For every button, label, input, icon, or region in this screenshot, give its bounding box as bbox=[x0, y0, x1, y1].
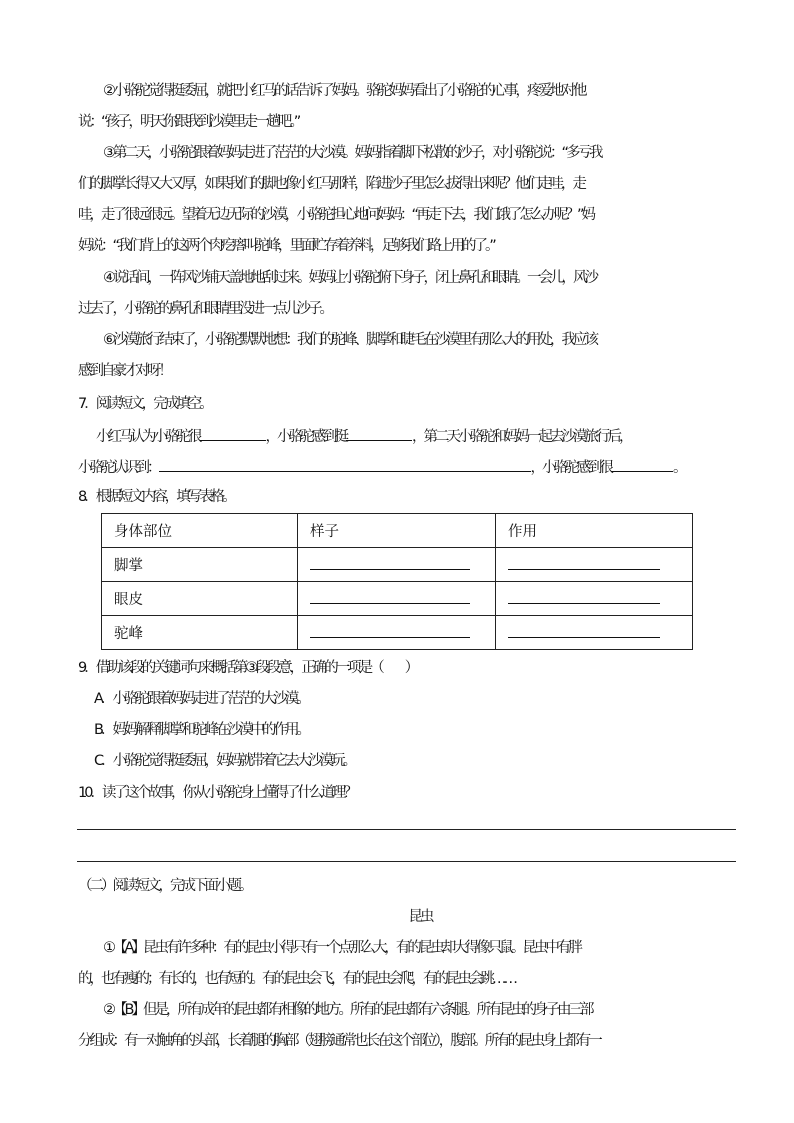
answer-line[interactable] bbox=[508, 637, 660, 638]
answer-line[interactable] bbox=[508, 603, 660, 604]
answer-line[interactable] bbox=[310, 569, 470, 570]
table-row bbox=[102, 548, 693, 582]
section-2-paragraph-1: ①【A】昆虫有许多种：有的昆虫小得只有一个点那么大，有的昆虫却大得像只鼠。昆虫中有胖 bbox=[103, 940, 580, 956]
q7-text-d: 小骆驼认识到： bbox=[78, 460, 159, 476]
section-2-paragraph-2-cont: 分组成：有一对触角的头部，长着腿的胸部（翅膀通常也长在这个部位），腹部。所有的昆虫身上都有一 bbox=[78, 1033, 600, 1049]
answer-line[interactable] bbox=[310, 637, 470, 638]
q7-text-f: 。 bbox=[673, 460, 685, 476]
answer-cell[interactable] bbox=[298, 582, 496, 616]
q7-blank-1[interactable] bbox=[200, 424, 266, 441]
answer-cell[interactable] bbox=[496, 582, 693, 616]
question-7-line-1 bbox=[96, 424, 766, 448]
passage-title: 昆虫 bbox=[408, 909, 432, 925]
question-7-line-2 bbox=[78, 455, 748, 479]
row-label: 脚掌 bbox=[102, 548, 298, 582]
passage-paragraph-2-cont: 说：“孩子，明天你跟我到沙漠里走一趟吧。” bbox=[78, 114, 299, 130]
q7-text-e: ，小骆驼感到很 bbox=[530, 460, 611, 476]
section-2-heading: （二）阅读短文，完成下面小题。 bbox=[78, 878, 251, 894]
passage-paragraph-4-cont: 过去了，小骆驼的鼻孔和眼睛里没进一点儿沙子。 bbox=[78, 301, 331, 317]
q7-blank-3[interactable] bbox=[159, 455, 531, 472]
answer-cell[interactable] bbox=[298, 548, 496, 582]
section-2-paragraph-1-cont: 的，也有瘦的；有长的，也有短的。有的昆虫会飞，有的昆虫会爬，有的昆虫会跳…… bbox=[78, 971, 515, 987]
question-7-heading: 7．阅读短文，完成填空。 bbox=[78, 396, 211, 412]
table-header-cell: 身体部位 bbox=[102, 514, 298, 548]
passage-paragraph-3-cont: 妈说：“我们背上的这两个肉疙瘩叫驼峰，里面贮存着养料，足够我们路上用的了。” bbox=[78, 238, 494, 254]
table-header-cell: 作用 bbox=[496, 514, 693, 548]
answer-cell[interactable] bbox=[298, 616, 496, 650]
q7-blank-2[interactable] bbox=[346, 424, 412, 441]
passage-paragraph-6-cont: 感到自豪才对呀！ bbox=[78, 363, 170, 379]
q7-text-c: ，第二天小骆驼和妈妈一起去沙漠旅行后， bbox=[412, 429, 631, 445]
answer-line-2[interactable] bbox=[77, 861, 736, 862]
q7-text-a: 小红马认为小骆驼很 bbox=[96, 429, 200, 445]
q9-option-c[interactable]: C．小骆驼觉得挺委屈，妈妈就带着它去大沙漠玩。 bbox=[94, 753, 355, 769]
section-2-paragraph-2: ②【B】但是，所有成年的昆虫都有相像的地方。所有的昆虫都有六条腿。所有昆虫的身子由三部 bbox=[103, 1002, 592, 1018]
question-10-heading: 10．读了这个故事，你从小骆驼身上懂得了什么道理？ bbox=[78, 785, 355, 801]
table-row bbox=[102, 616, 693, 650]
answer-line-1[interactable] bbox=[77, 829, 736, 830]
answer-cell[interactable] bbox=[496, 548, 693, 582]
passage-paragraph-3-cont: 们的脚掌长得又大又厚，如果我们的脚也像小红马那样，陷进沙子里怎么拔得出来呢？他们走哇，走 bbox=[78, 176, 584, 192]
answer-cell[interactable] bbox=[496, 616, 693, 650]
passage-paragraph-3: ③第二天，小骆驼跟着妈妈走进了茫茫的大沙漠。妈妈指着脚下松散的沙子，对小骆驼说：“多亏我 bbox=[103, 145, 601, 161]
table-row bbox=[102, 582, 693, 616]
answer-line[interactable] bbox=[508, 569, 660, 570]
q7-text-b: ，小骆驼感到挺 bbox=[265, 429, 346, 445]
question-8-heading: 8．根据短文内容，填写表格。 bbox=[78, 489, 234, 505]
q9-option-b[interactable]: B．妈妈解释脚掌和驼峰在沙漠中的作用。 bbox=[94, 722, 308, 738]
q9-option-a[interactable]: A．小骆驼跟着妈妈走进了茫茫的大沙漠。 bbox=[94, 691, 308, 707]
row-label: 眼皮 bbox=[102, 582, 298, 616]
row-label: 驼峰 bbox=[102, 616, 298, 650]
question-9-heading: 9．借助该段的关键词句来概括第③段段意，正确的一项是（ ） bbox=[78, 660, 417, 676]
answer-line[interactable] bbox=[310, 603, 470, 604]
table-header-cell: 样子 bbox=[298, 514, 496, 548]
table-header-row bbox=[102, 514, 693, 548]
passage-paragraph-3-cont: 哇，走了很远很远。望着无边无际的沙漠，小骆驼担心地问妈妈：“再走下去，我们饿了怎么办呢？”妈 bbox=[78, 207, 594, 223]
passage-paragraph-2: ②小骆驼觉得挺委屈，就把小红马的话告诉了妈妈。骆驼妈妈看出了小骆驼的心事，疼爱地对他 bbox=[103, 83, 585, 99]
body-parts-table bbox=[101, 513, 693, 650]
q7-blank-4[interactable] bbox=[611, 455, 673, 472]
passage-paragraph-6: ⑥沙漠旅行结束了，小骆驼默默地想：我们的驼峰、脚掌和睫毛在沙漠里有那么大的用处，我应该 bbox=[103, 332, 596, 348]
passage-paragraph-4: ④说话间，一阵风沙铺天盖地地刮过来。妈妈让小骆驼俯下身子，闭上鼻孔和眼睛。一会儿，风沙 bbox=[103, 270, 596, 286]
